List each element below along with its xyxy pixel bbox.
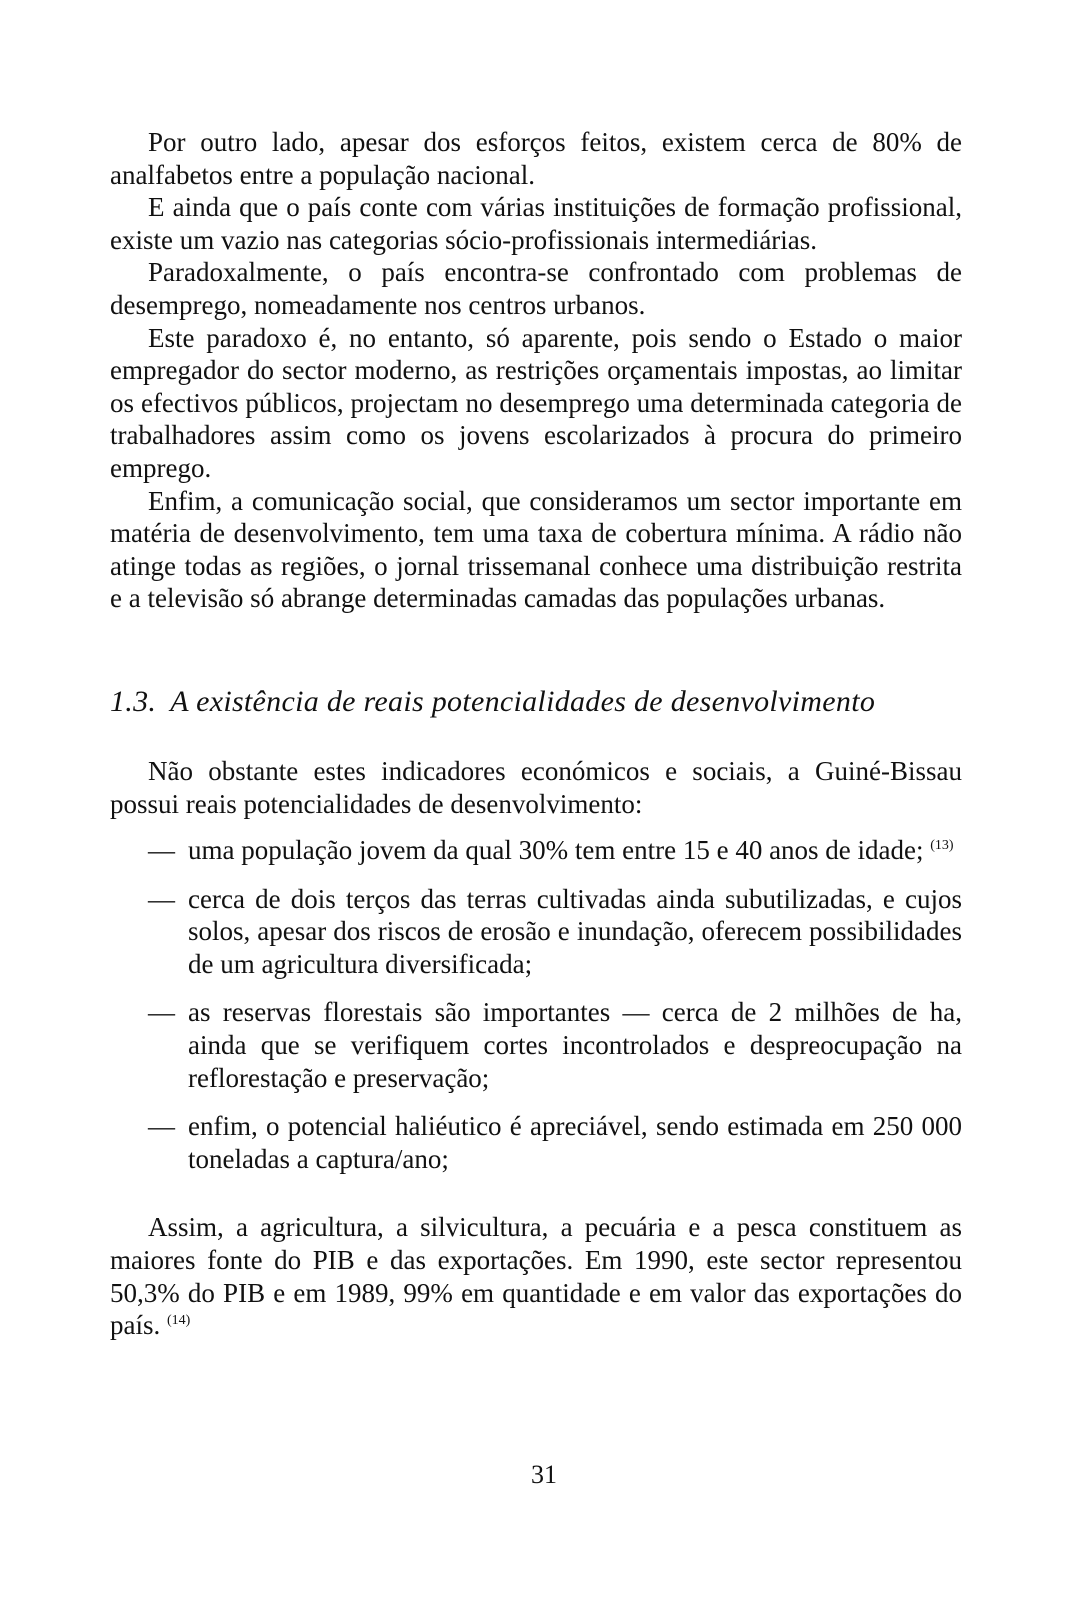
list-item-text: as reservas florestais são importantes — cerca de 2 milhões de ha, ainda que se verifiquem cortes incontrolados e despreocupação na reflorestação e preservação; — [188, 997, 962, 1093]
list-item — [110, 834, 962, 867]
list-item — [110, 883, 962, 981]
page-body — [110, 126, 962, 1342]
section-number: 1.3. — [110, 684, 157, 718]
closing-paragraph — [110, 1211, 962, 1341]
dash-marker: — — [148, 1111, 175, 1142]
list-item-text: cerca de dois terços das terras cultivadas ainda subutilizadas, e cujos solos, apesar dos riscos de erosão e inundação, oferecem possibilidades de um agricultura diversificada; — [188, 883, 962, 979]
list-item — [110, 996, 962, 1094]
paragraph-professional-training: E ainda que o país conte com várias instituições de formação profissional, existe um vazio nas categorias sócio-profissionais intermediárias. — [110, 192, 962, 255]
section-title: A existência de reais potencialidades de desenvolvimento — [170, 684, 876, 718]
footnote-reference: (14) — [167, 1313, 191, 1329]
list-item-text: uma população jovem da qual 30% tem entre 15 e 40 anos de idade; — [188, 835, 924, 866]
dash-marker: — — [148, 883, 175, 914]
page-number: 31 — [531, 1460, 557, 1489]
section-intro: Não obstante estes indicadores económicos e sociais, a Guiné-Bissau possui reais potencialidades de desenvolvimento: — [110, 755, 962, 819]
paragraph-paradox: Este paradoxo é, no entanto, só aparente, pois sendo o Estado o maior empregador do sector moderno, as restrições orçamentais impostas, ao limitar os efectivos públicos, projectam no desemprego uma determinada categoria de trabalhadores assim como os jovens escolarizados à procura do primeiro emprego. — [110, 322, 962, 483]
dash-marker: — — [148, 835, 175, 866]
dash-marker: — — [148, 997, 175, 1028]
paragraph-illiteracy: Por outro lado, apesar dos esforços feitos, existem cerca de 80% de analfabetos entre a população nacional. — [110, 127, 962, 190]
footnote-reference: (13) — [930, 838, 954, 854]
list-item-text: enfim, o potencial haliéutico é apreciável, sendo estimada em 250 000 toneladas a captura/ano; — [188, 1111, 962, 1174]
potentialities-list — [110, 834, 962, 1175]
section-heading — [110, 685, 962, 719]
paragraph-unemployment: Paradoxalmente, o país encontra-se confrontado com problemas de desemprego, nomeadamente nos centros urbanos. — [110, 257, 962, 320]
list-item — [110, 1110, 962, 1175]
closing-text: Assim, a agricultura, a silvicultura, a pecuária e a pesca constituem as maiores fonte do PIB e das exportações. Em 1990, este sector representou 50,3% do PIB e em 1989, 99% em quantidade e em valor das exportações do país. — [110, 1212, 962, 1341]
paragraph-social-communication: Enfim, a comunicação social, que consideramos um sector importante em matéria de desenvolvimento, tem uma taxa de cobertura mínima. A rádio não atinge todas as regiões, o jornal trissemanal conhece uma distribuição restrita e a televisão só abrange determinadas camadas das populações urbanas. — [110, 485, 962, 614]
